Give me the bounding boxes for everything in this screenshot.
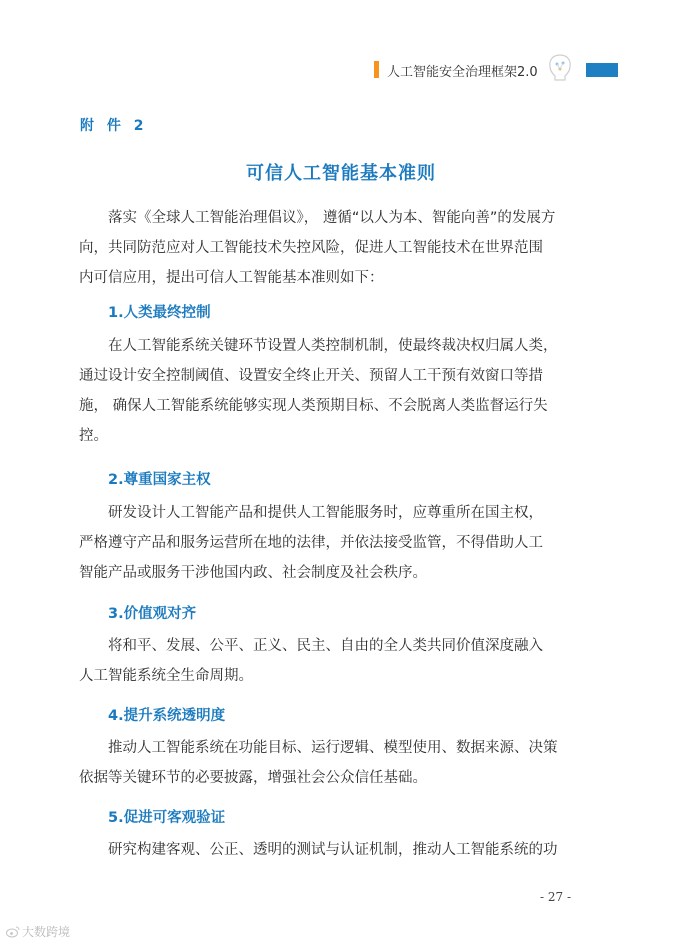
text-line: 落实《全球人工智能治理倡议》， 遵循“以人为本、智能向善”的发展方: [108, 210, 556, 226]
section-paragraph: [79, 835, 605, 865]
text-line: 严格遵守产品和服务运营所在地的法律，并依法接受监管，不得借助人工: [79, 535, 543, 551]
intro-paragraph: [79, 203, 605, 293]
text-line: 人工智能系统全生命周期。: [79, 668, 253, 684]
section-paragraph: [79, 733, 605, 793]
section-heading-human-control: 1.人类最终控制: [108, 305, 211, 321]
text-line: 推动人工智能系统在功能目标、运行逻辑、模型使用、数据来源、决策: [108, 740, 558, 756]
weibo-icon: [6, 926, 20, 938]
header-accent-bar: [374, 61, 379, 78]
page-number: - 27 -: [540, 890, 572, 904]
text-line: 通过设计安全控制阈值、设置安全终止开关、预留人工干预有效窗口等措: [79, 368, 543, 384]
section-heading-sovereignty: 2.尊重国家主权: [108, 472, 211, 488]
section-paragraph: [79, 631, 605, 691]
section-paragraph: [79, 498, 605, 588]
watermark: [6, 923, 70, 940]
section-heading-transparency: 4.提升系统透明度: [108, 708, 226, 724]
text-line: 研究构建客观、公正、透明的测试与认证机制，推动人工智能系统的功: [108, 842, 558, 858]
annex-label: 附 件 2: [80, 118, 148, 134]
text-line: 施， 确保人工智能系统能够实现人类预期目标、不会脱离人类监督运行失: [79, 398, 548, 414]
text-line: 向，共同防范应对人工智能技术失控风险，促进人工智能技术在世界范围: [79, 240, 543, 256]
section-heading-verification: 5.促进可客观验证: [108, 810, 226, 826]
section-heading-values: 3.价值观对齐: [108, 606, 197, 622]
section-paragraph: [79, 331, 605, 451]
document-title: 可信人工智能基本准则: [246, 163, 436, 184]
text-line: 将和平、发展、公平、正义、民主、自由的全人类共同价值深度融入: [108, 638, 543, 654]
text-line: 在人工智能系统关键环节设置人类控制机制，使最终裁决权归属人类，: [108, 338, 558, 354]
header-color-block: [586, 63, 618, 77]
text-line: 研发设计人工智能产品和提供人工智能服务时，应尊重所在国主权，: [108, 505, 543, 521]
text-line: 依据等关键环节的必要披露，增强社会公众信任基础。: [79, 770, 427, 786]
text-line: 智能产品或服务干涉他国内政、社会制度及社会秩序。: [79, 565, 427, 581]
brain-logo-icon: [546, 52, 574, 82]
header-title: 人工智能安全治理框架2.0: [387, 65, 538, 80]
watermark-text: 大数跨境: [22, 925, 71, 939]
running-header: [374, 58, 618, 82]
text-line: 控。: [79, 428, 108, 444]
text-line: 内可信应用，提出可信人工智能基本准则如下：: [79, 270, 384, 286]
